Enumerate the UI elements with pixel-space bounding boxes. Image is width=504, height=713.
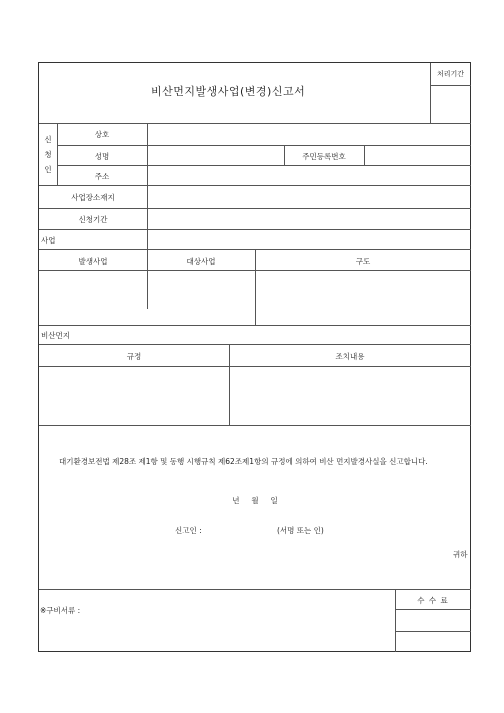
name-field[interactable] xyxy=(148,146,283,165)
fee-field[interactable] xyxy=(396,610,471,630)
report-period-label: 신청기간 xyxy=(78,215,108,224)
addressee: 귀하 xyxy=(453,550,468,559)
name-label: 성명 xyxy=(94,152,110,161)
business-section-label: 사업 xyxy=(41,236,56,245)
business-name-field[interactable] xyxy=(148,124,471,144)
resident-number-field[interactable] xyxy=(365,146,471,165)
business-target-field[interactable] xyxy=(148,271,254,324)
business-structure-field[interactable] xyxy=(256,271,470,324)
dust-regulation-field[interactable] xyxy=(40,367,228,424)
site-address-label: 사업장소재지 xyxy=(71,193,115,202)
report-form xyxy=(38,62,471,652)
signature-hint: (서명 또는 인) xyxy=(277,526,324,535)
business-name-label: 상호 xyxy=(94,130,110,139)
business-generating-field[interactable] xyxy=(40,271,146,324)
dust-measures-field[interactable] xyxy=(230,367,470,424)
attachments-label: ※구비서류 : xyxy=(40,606,81,615)
report-period-field[interactable] xyxy=(148,209,471,229)
business-column-generating: 발생사업 xyxy=(78,257,108,266)
declaration-statement: 대기환경보전법 제28조 제1항 및 동행 시행규칙 제62조제1항의 규정에 의하여 비산 먼지발경사실을 신고합니다. xyxy=(59,457,428,466)
applicant-group-label: 신 청 인 xyxy=(44,135,52,174)
fee-label: 수 수 료 xyxy=(417,596,449,605)
date-line: 년 월 일 xyxy=(232,496,278,505)
business-column-target: 대상사업 xyxy=(186,257,216,266)
dust-column-regulation: 규정 xyxy=(126,352,142,361)
business-column-structure: 구도 xyxy=(355,257,371,266)
dust-section-label: 비산먼지 xyxy=(41,331,70,340)
processing-period-label: 처리기간 xyxy=(436,70,465,78)
dust-column-measures: 조치내용 xyxy=(335,352,365,361)
address-field[interactable] xyxy=(148,166,471,185)
reporter-label: 신고인 : xyxy=(175,526,202,535)
resident-number-label: 주민등록번호 xyxy=(302,152,346,161)
form-title: 비산먼지발생사업(변경)신고서 xyxy=(151,85,306,98)
site-address-field[interactable] xyxy=(148,186,471,207)
address-label: 주소 xyxy=(94,172,110,181)
